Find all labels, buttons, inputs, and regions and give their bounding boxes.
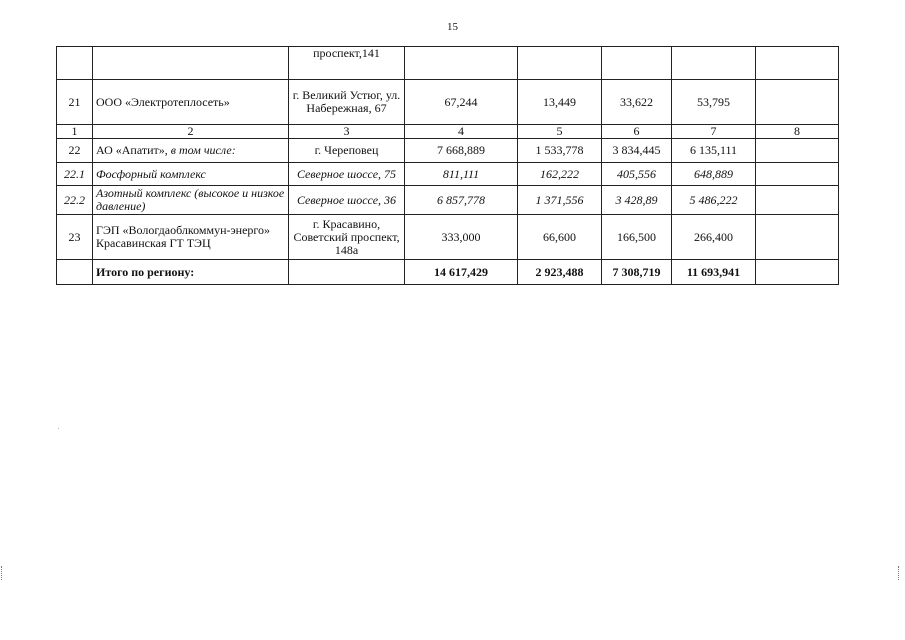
cell-c6: 33,622 <box>602 80 672 125</box>
table-row <box>57 80 839 125</box>
scan-speck <box>58 428 59 429</box>
table-row <box>57 47 839 80</box>
cell-c4: 67,244 <box>405 80 518 125</box>
cell-c5: 162,222 <box>518 163 602 186</box>
cell-address: г. Великий Устюг, ул. Набережная, 67 <box>289 80 405 125</box>
total-c4: 14 617,429 <box>405 260 518 285</box>
cell-name: ГЭП «Вологдаоблкоммун-энерго» Красавинская ГТ ТЭЦ <box>93 215 289 260</box>
cell-address: г. Красавино, Советский проспект, 148а <box>289 215 405 260</box>
total-num <box>57 260 93 285</box>
colnum-8: 8 <box>756 125 839 139</box>
cell-c8 <box>756 163 839 186</box>
cell-c5: 13,449 <box>518 80 602 125</box>
colnum-5: 5 <box>518 125 602 139</box>
cell-c5 <box>518 47 602 80</box>
cell-c4: 7 668,889 <box>405 139 518 163</box>
cell-c7 <box>672 47 756 80</box>
scan-edge-mark-right <box>898 566 903 580</box>
cell-address: г. Череповец <box>289 139 405 163</box>
emissions-table <box>56 46 839 285</box>
cell-c6: 3 834,445 <box>602 139 672 163</box>
cell-c4 <box>405 47 518 80</box>
cell-c5: 1 533,778 <box>518 139 602 163</box>
cell-c6: 3 428,89 <box>602 186 672 215</box>
colnum-2: 2 <box>93 125 289 139</box>
table-row <box>57 139 839 163</box>
cell-c4: 811,111 <box>405 163 518 186</box>
table-row <box>57 163 839 186</box>
total-label: Итого по региону: <box>93 260 289 285</box>
cell-c7: 266,400 <box>672 215 756 260</box>
total-c6: 7 308,719 <box>602 260 672 285</box>
cell-address: Северное шоссе, 36 <box>289 186 405 215</box>
cell-c7: 5 486,222 <box>672 186 756 215</box>
colnum-3: 3 <box>289 125 405 139</box>
cell-name <box>93 47 289 80</box>
cell-num: 23 <box>57 215 93 260</box>
cell-name: ООО «Электротеплосеть» <box>93 80 289 125</box>
cell-num: 22.1 <box>57 163 93 186</box>
cell-c8 <box>756 47 839 80</box>
total-row <box>57 260 839 285</box>
cell-name-main: АО «Апатит», <box>96 143 171 157</box>
cell-name <box>93 139 289 163</box>
cell-c7: 53,795 <box>672 80 756 125</box>
cell-c8 <box>756 186 839 215</box>
total-c5: 2 923,488 <box>518 260 602 285</box>
cell-c5: 66,600 <box>518 215 602 260</box>
cell-c8 <box>756 139 839 163</box>
column-numbers-row <box>57 125 839 139</box>
cell-c8 <box>756 80 839 125</box>
cell-c6 <box>602 47 672 80</box>
cell-c5: 1 371,556 <box>518 186 602 215</box>
colnum-4: 4 <box>405 125 518 139</box>
cell-c6: 405,556 <box>602 163 672 186</box>
cell-num: 22.2 <box>57 186 93 215</box>
cell-c8 <box>756 215 839 260</box>
cell-c4: 6 857,778 <box>405 186 518 215</box>
cell-c4: 333,000 <box>405 215 518 260</box>
colnum-6: 6 <box>602 125 672 139</box>
cell-c6: 166,500 <box>602 215 672 260</box>
total-c7: 11 693,941 <box>672 260 756 285</box>
table-row <box>57 186 839 215</box>
colnum-1: 1 <box>57 125 93 139</box>
colnum-7: 7 <box>672 125 756 139</box>
cell-name-note: в том числе: <box>170 143 236 157</box>
cell-address: проспект,141 <box>289 47 405 80</box>
cell-c7: 6 135,111 <box>672 139 756 163</box>
scan-edge-mark-left <box>1 566 6 580</box>
cell-num <box>57 47 93 80</box>
cell-address: Северное шоссе, 75 <box>289 163 405 186</box>
cell-name: Фосфорный комплекс <box>93 163 289 186</box>
cell-name: Азотный комплекс (высокое и низкое давление) <box>93 186 289 215</box>
cell-num: 21 <box>57 80 93 125</box>
cell-c7: 648,889 <box>672 163 756 186</box>
total-address <box>289 260 405 285</box>
table-row <box>57 215 839 260</box>
page-number: 15 <box>447 21 458 33</box>
total-c8 <box>756 260 839 285</box>
cell-num: 22 <box>57 139 93 163</box>
